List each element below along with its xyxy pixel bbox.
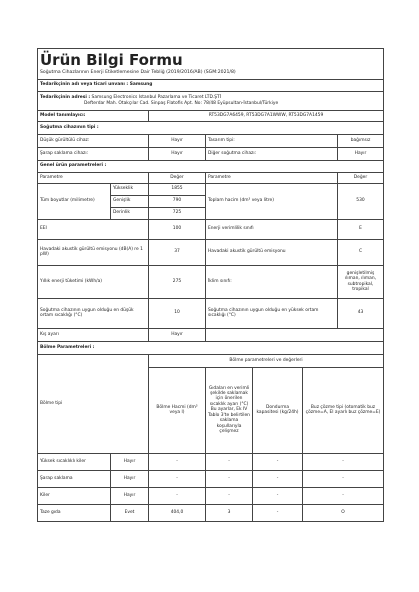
device-type-value: Hayır: [338, 147, 384, 160]
supplier-row: [38, 79, 384, 91]
compartment-group-header: Bölme parametreleri ve değerleri: [149, 354, 384, 367]
compartment-type-label: Bölme tipi: [38, 354, 149, 453]
compartment-cell: -: [206, 470, 253, 487]
product-info-form: [37, 48, 383, 522]
compartment-params-heading: Bölme Parametreleri :: [38, 341, 384, 354]
compartment-cell: -: [303, 453, 384, 470]
dimension-value: 725: [149, 207, 206, 219]
param-value: C: [338, 239, 384, 265]
compartment-name: Şarap saklama: [38, 470, 111, 487]
compartment-col-header: Gıdaları en verimli şekilde saklamak için önerilen sıcaklık ayarı (°C) Bu ayarlar, Ek IV Tablo 3'te belirtilen saklama koşullarıyla çelişmez: [206, 367, 253, 453]
param-label: Yıllık enerji tüketimi (kWh/a): [38, 265, 149, 298]
device-type-label: Şarap saklama cihazı:: [38, 147, 149, 160]
param-label: Soğutma cihazının uygun olduğu en yüksek ortam sıcaklığı (°C): [206, 298, 338, 328]
dimension-label: Derinlik: [111, 207, 149, 219]
supplier-value: Samsung: [129, 82, 153, 88]
general-params-heading: Genel ürün parametreleri :: [38, 160, 384, 172]
param-value: 37: [149, 239, 206, 265]
dimensions-label: Tüm boyutlar (milimetre): [38, 183, 111, 219]
param-value: 100: [149, 219, 206, 239]
param-value: 43: [338, 298, 384, 328]
compartment-cell: 404,0: [149, 504, 206, 521]
compartment-cell: -: [149, 470, 206, 487]
form-table: [37, 48, 384, 522]
model-value: RT53DG7A6459, RT53DG7A1WWW, RT53DG7A1459: [149, 110, 384, 121]
col-header-param: Parametre: [206, 172, 338, 183]
param-label: Soğutma cihazının uygun olduğu en düşük ortam sıcaklığı (°C): [38, 298, 149, 328]
compartment-cell: -: [253, 453, 303, 470]
param-label: İklim sınıfı:: [206, 265, 338, 298]
compartment-cell: -: [206, 487, 253, 504]
winter-setting-value: Hayır: [149, 328, 206, 341]
model-label: Model tanımlayıcı:: [38, 110, 149, 121]
param-value: 275: [149, 265, 206, 298]
compartment-col-header: Bölme Hacmi (dm³ veya l): [149, 367, 206, 453]
param-label: EEI: [38, 219, 149, 239]
device-type-label: Diğer soğutma cihazı:: [206, 147, 338, 160]
page-title: Ürün Bilgi Formu: [38, 49, 384, 70]
address-label: Tedarikçinin adresi :: [40, 95, 91, 101]
compartment-present: Evet: [111, 504, 149, 521]
compartment-cell: -: [253, 470, 303, 487]
dimension-label: Yükseklik: [111, 183, 149, 195]
compartment-present: Hayır: [111, 453, 149, 470]
dimension-value: 790: [149, 195, 206, 207]
device-type-value: bağımsız: [338, 134, 384, 147]
compartment-cell: -: [303, 470, 384, 487]
device-type-label: Düşük gürültülü cihaz:: [38, 134, 149, 147]
winter-setting-label: Kış ayarı: [38, 328, 149, 341]
param-value: E: [338, 219, 384, 239]
address-line-1: Samsung Electronics Istanbul Pazarlama ve Ticaret LTD.ŞTİ: [91, 95, 221, 101]
col-header-param: Parametre: [38, 172, 149, 183]
col-header-value: Değer: [338, 172, 384, 183]
compartment-cell: -: [206, 453, 253, 470]
device-type-label: Tasarım tipi:: [206, 134, 338, 147]
device-type-heading: Soğutma cihazının tipi :: [38, 121, 384, 134]
dimension-value: 1855: [149, 183, 206, 195]
compartment-cell: -: [303, 487, 384, 504]
supplier-label: Tedarikçinin adı veya ticari unvanı :: [40, 82, 129, 88]
total-volume-value: 530: [338, 183, 384, 219]
total-volume-label: Toplam hacim (dm³ veya litre): [206, 183, 338, 219]
compartment-col-header: Dondurma kapasitesi (kg/24h): [253, 367, 303, 453]
page-subtitle: Soğutma Cihazlarının Enerji Etiketlemesine Dair Tebliğ (2019/2016/AB) (SGM:2021/8): [38, 69, 384, 79]
compartment-cell: -: [253, 487, 303, 504]
address-row: [38, 91, 384, 110]
param-label: Havadaki akustik gürültü emisyonu: [206, 239, 338, 265]
compartment-cell: -: [149, 453, 206, 470]
param-value: genişletilmiş ılıman, ılıman, subtropikal, tropikal: [338, 265, 384, 298]
compartment-cell: -: [253, 504, 303, 521]
compartment-cell: O: [303, 504, 384, 521]
compartment-cell: 3: [206, 504, 253, 521]
device-type-value: Hayır: [149, 134, 206, 147]
empty-cell: [206, 328, 384, 341]
compartment-name: Kiler: [38, 487, 111, 504]
col-header-value: Değer: [149, 172, 206, 183]
compartment-name: Taze gıda: [38, 504, 111, 521]
param-value: 10: [149, 298, 206, 328]
compartment-cell: -: [149, 487, 206, 504]
param-label: Enerji verimlilik sınıfı: [206, 219, 338, 239]
address-line-2: Defterdar Mah. Otakçılar Cad. Sinpaş Flatofis Apt. No: 78/48 Eyüpsultan-İstanbul/Türkiye: [84, 100, 279, 106]
compartment-present: Hayır: [111, 487, 149, 504]
compartment-present: Hayır: [111, 470, 149, 487]
compartment-name: Yüksek sıcaklıklı kiler: [38, 453, 111, 470]
compartment-col-header: Buz çözme tipi (otomatik buz çözme=A, El ayarlı buz çözme=E): [303, 367, 384, 453]
device-type-value: Hayır: [149, 147, 206, 160]
dimension-label: Genişlik: [111, 195, 149, 207]
param-label: Havadaki akustik gürültü emisyonu (dB(A) re 1 pW): [38, 239, 149, 265]
